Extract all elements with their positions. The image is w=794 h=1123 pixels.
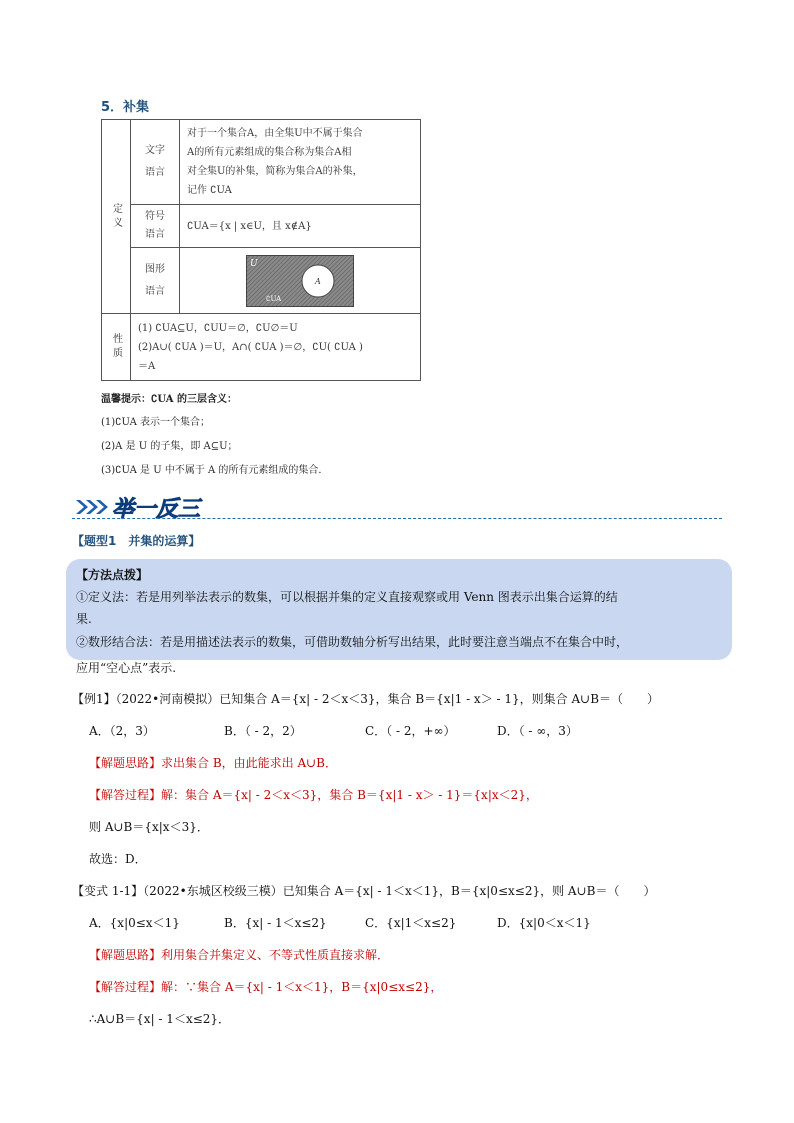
definition-label: 定义 <box>110 202 122 231</box>
hint-text: 求出集合 B，由此能求出 A∪B． <box>161 756 338 770</box>
method-line: 果. <box>76 612 92 626</box>
banner-divider <box>72 518 722 519</box>
banner-text: 举一反三 <box>112 497 201 522</box>
example1-process <box>89 786 538 803</box>
symbol-language-cell <box>180 205 421 248</box>
venn-u-label: U <box>250 258 258 269</box>
method-line: ②数形结合法：若是用描述法表示的数集，可借助数轴分析写出结果，此时要注意当端点不在集合中时， <box>76 635 629 649</box>
property-label: 性质 <box>110 333 122 361</box>
process-label: 【解答过程】 <box>89 980 162 994</box>
row-label-text-lang: 文字语言 <box>131 120 180 205</box>
variant1-option-c: C．{x|1＜x≤2} <box>365 916 457 930</box>
text-line: A的所有元素组成的集合称为集合A相 <box>187 147 352 158</box>
variant1-option-d: D．{x|0＜x＜1} <box>497 916 591 930</box>
process-label: 【解答过程】 <box>89 788 162 802</box>
venn-svg <box>246 255 354 307</box>
property-cell <box>131 314 421 381</box>
process-text: 解：集合 A＝{x| - 2＜x＜3}，集合 B＝{x|1 - x＞ - 1}＝{x|x＜2}， <box>161 788 538 802</box>
variant1-text: （2022•东城区校级三模）已知集合 A＝{x| - 1＜x＜1}，B＝{x|0≤x≤2}，则 A∪B＝（ ） <box>143 884 656 898</box>
venn-a-label: A <box>315 276 321 286</box>
complement-table <box>101 119 421 381</box>
tip-item: (1)∁UA 表示一个集合； <box>101 417 211 428</box>
tip-item: (2)A 是 U 的子集，即 A⊆U； <box>101 441 238 452</box>
example1-process-line2: 则 A∪B＝{x|x＜3}． <box>89 820 209 834</box>
definition-label-cell <box>102 120 131 314</box>
symbol-expression: ∁UA＝{x | x∈U，且 x∉A} <box>187 220 312 232</box>
variant1-process-line2: ∴A∪B＝{x| - 1＜x≤2}． <box>89 1012 231 1026</box>
example1-label: 【例1】 <box>72 692 116 706</box>
question-type-title: 【题型1 并集的运算】 <box>72 534 201 548</box>
method-line: ①定义法：若是用列举法表示的数集，可以根据并集的定义直接观察或用 Venn 图表示出集合运算的结 <box>76 590 618 604</box>
row-label-graph-lang: 图形语言 <box>131 248 180 314</box>
example1-option-b: B．（ - 2，2） <box>224 724 302 738</box>
text-line: 对全集U的补集，简称为集合A的补集， <box>187 166 363 177</box>
example1-question <box>72 690 659 707</box>
example1-option-c: C．（ - 2，+∞） <box>365 724 456 738</box>
variant1-option-b: B．{x| - 1＜x≤2} <box>224 916 327 930</box>
example1-option-a: A．（2，3） <box>89 724 155 738</box>
tips-title: 温馨提示：∁UA 的三层含义： <box>101 394 238 405</box>
variant1-process <box>89 978 442 995</box>
hint-label: 【解题思路】 <box>89 948 162 962</box>
example1-answer: 故选：D． <box>89 852 147 866</box>
venn-complement-label: ∁UA <box>266 294 282 303</box>
banner-arrows-icon <box>76 500 108 514</box>
text-line: 记作 ∁UA <box>187 185 232 196</box>
method-title: 【方法点拨】 <box>76 568 149 582</box>
property-label-cell <box>102 314 131 381</box>
property-line: (1) ∁UA⊆U，∁UU＝∅，∁U∅＝U <box>138 322 298 334</box>
row-label-symbol-lang: 符号语言 <box>131 205 180 248</box>
hint-text: 利用集合并集定义、不等式性质直接求解． <box>161 948 390 962</box>
tip-item: (3)∁UA 是 U 中不属于 A 的所有元素组成的集合． <box>101 465 329 476</box>
text-line: 对于一个集合A，由全集U中不属于集合 <box>187 128 363 139</box>
example1-text: （2022•河南模拟）已知集合 A＝{x| - 2＜x＜3}，集合 B＝{x|1 - x＞ - 1}，则集合 A∪B＝（ ） <box>115 692 660 706</box>
variant1-option-a: A．{x|0≤x＜1} <box>89 916 180 930</box>
variant1-question <box>72 882 655 899</box>
property-line: (2)A∪( ∁UA )＝U，A∩( ∁UA )＝∅，∁U( ∁UA ) <box>138 341 363 353</box>
venn-diagram <box>246 255 354 307</box>
method-line: 应用“空心点”表示. <box>76 661 177 675</box>
universal-set-rect <box>247 255 354 306</box>
text-language-cell <box>180 120 421 205</box>
venn-cell <box>180 248 421 314</box>
process-text: 解：∵集合 A＝{x| - 1＜x＜1}，B＝{x|0≤x≤2}， <box>161 980 443 994</box>
hint-label: 【解题思路】 <box>89 756 162 770</box>
section-title: 5．补集 <box>101 100 150 115</box>
example1-hint <box>89 754 337 771</box>
variant1-hint <box>89 946 389 963</box>
property-line: ＝A <box>138 360 156 372</box>
variant1-label: 【变式 1-1】 <box>72 884 144 898</box>
example1-option-d: D．（ - ∞，3） <box>497 724 578 738</box>
